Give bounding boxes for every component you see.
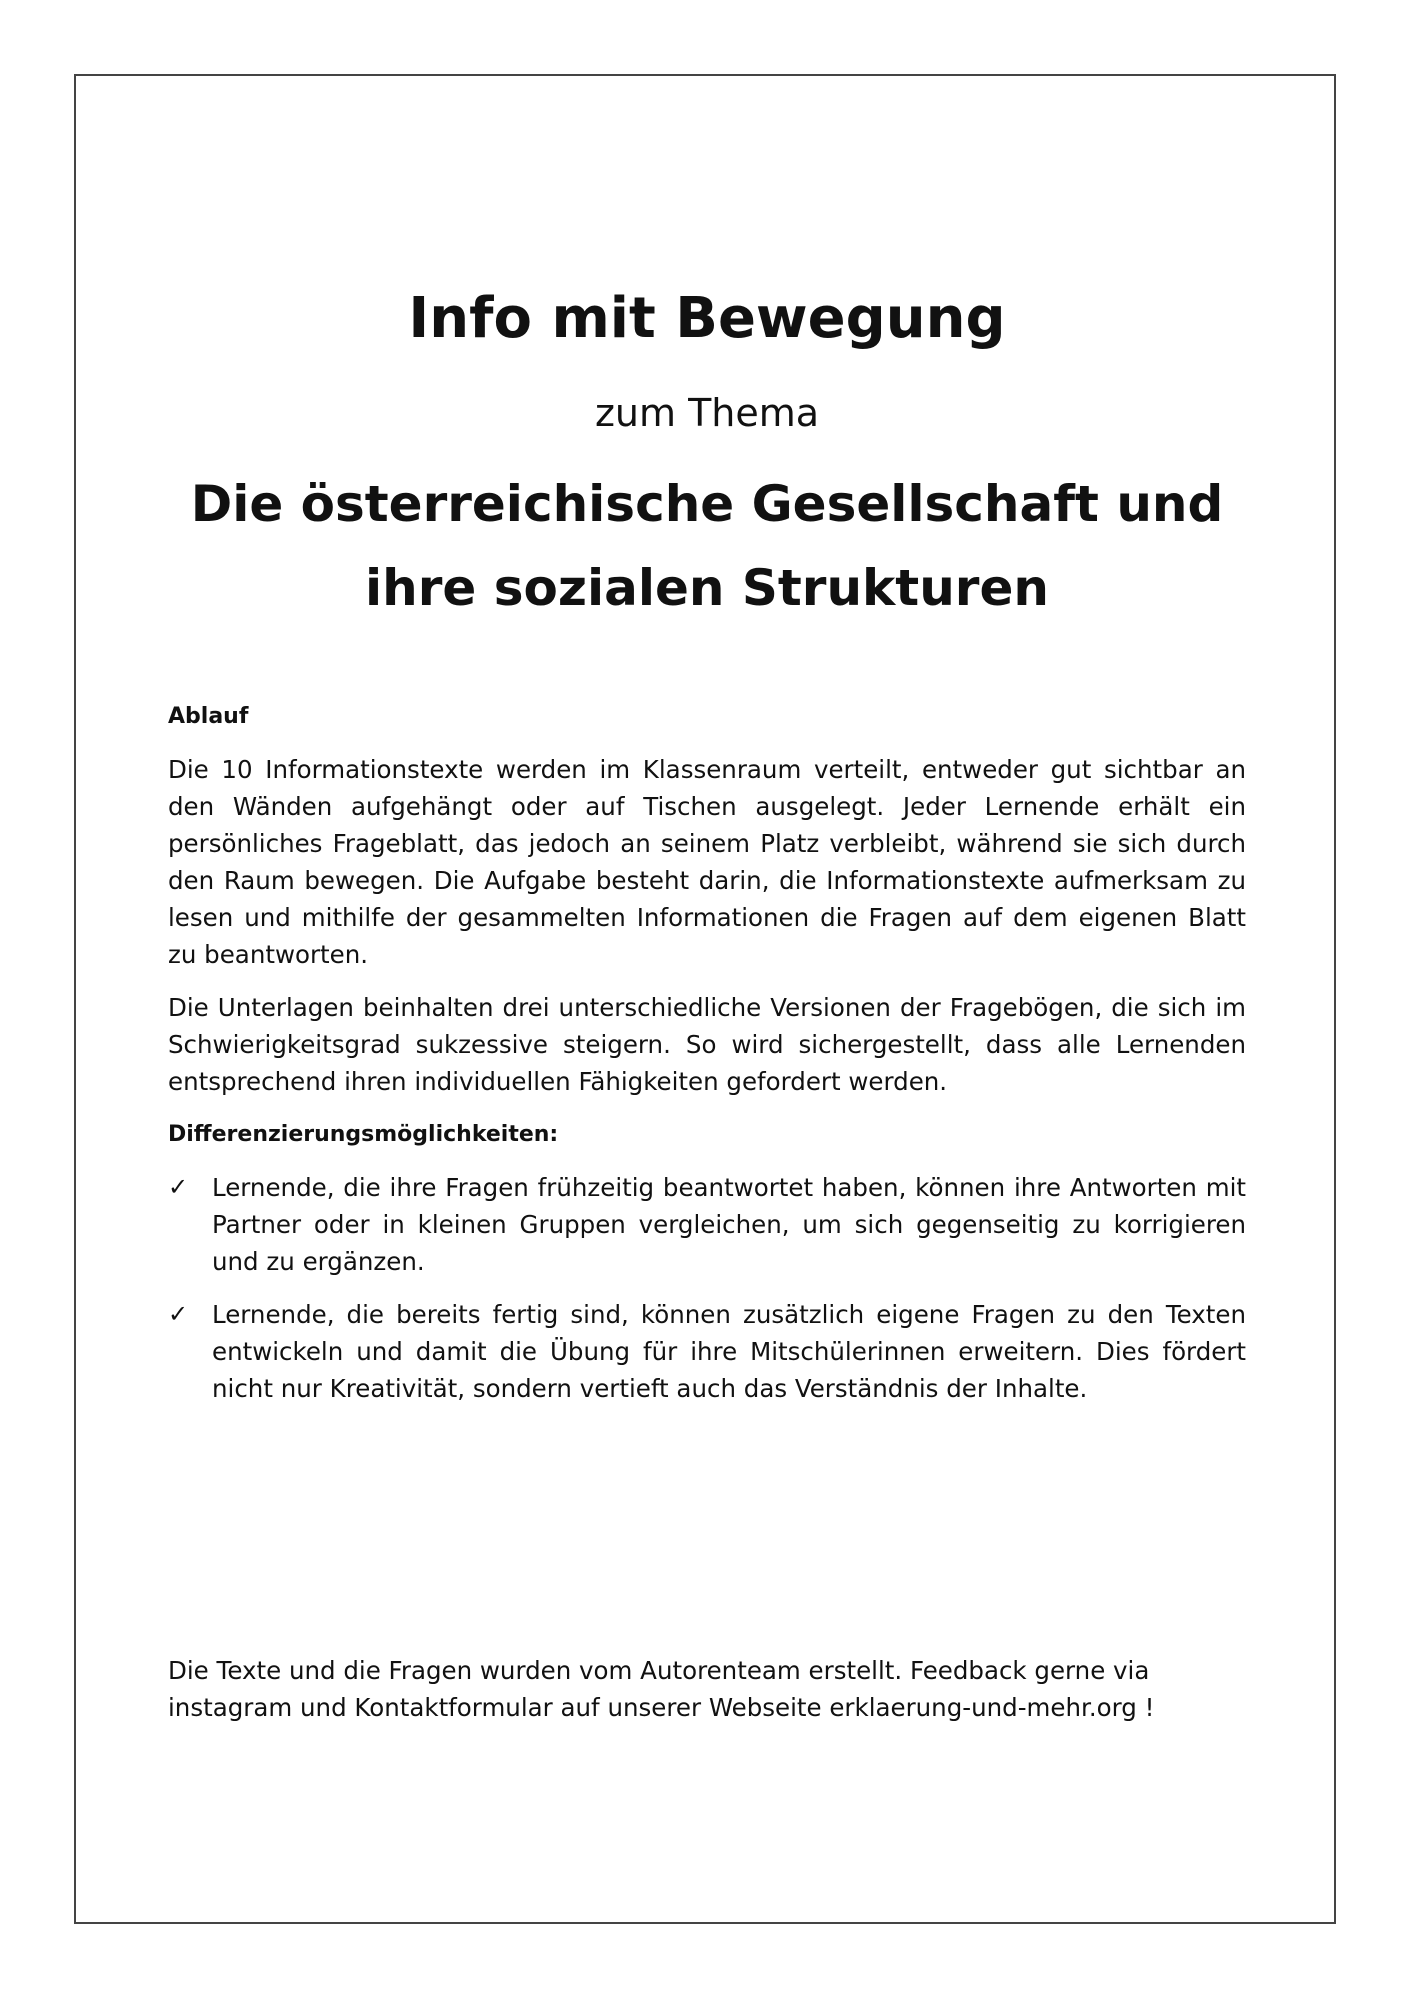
footer-note: Die Texte und die Fragen wurden vom Autorenteam erstellt. Feedback gerne via instagram und Kontaktformular auf unserer Webseite erklaerung-und-mehr.org ! [168, 1656, 1155, 1722]
list-item-text: Lernende, die ihre Fragen frühzeitig beantwortet haben, können ihre Antworten mit Partner oder in kleinen Gruppen vergleichen, um sich gegenseitig zu korrigieren und zu ergänzen. [212, 1173, 1246, 1276]
ablauf-heading: Ablauf [168, 704, 249, 729]
differenzierung-heading: Differenzierungsmöglichkeiten: [168, 1122, 559, 1147]
page-title: Info mit Bewegung [408, 286, 1006, 351]
ablauf-paragraph-1: Die 10 Informationstexte werden im Klassenraum verteilt, entweder gut sichtbar an den Wänden aufgehängt oder auf Tischen ausgelegt. Jeder Lernende erhält ein persönliches Frageblatt, das jedoch an seinem Platz verbleibt, während sie sich durch den Raum bewegen. Die Aufgabe besteht darin, die Informationstexte aufmerksam zu lesen und mithilfe der gesammelten Informationen die Fragen auf dem eigenen Blatt zu beantworten. [168, 755, 1246, 969]
ablauf-paragraph-2: Die Unterlagen beinhalten drei unterschiedliche Versionen der Fragebögen, die sich im Schwierigkeitsgrad sukzessive steigern. So wird sichergestellt, dass alle Lernenden entsprechend ihren individuellen Fähigkeiten gefordert werden. [168, 993, 1246, 1096]
list-item [168, 1296, 1246, 1407]
list-item-text: Lernende, die bereits fertig sind, können zusätzlich eigene Fragen zu den Texten entwickeln und damit die Übung für ihre Mitschülerinnen erweitern. Dies fördert nicht nur Kreativität, sondern vertieft auch das Verständnis der Inhalte. [212, 1300, 1246, 1403]
main-content [168, 698, 1246, 1423]
checkmark-icon: ✓ [168, 1173, 189, 1201]
differenzierung-list [168, 1169, 1246, 1407]
topic-heading: Die österreichische Gesellschaft und ihre sozialen Strukturen [190, 475, 1224, 617]
list-item [168, 1169, 1246, 1280]
checkmark-icon: ✓ [168, 1300, 189, 1328]
page-subtitle: zum Thema [594, 391, 820, 435]
